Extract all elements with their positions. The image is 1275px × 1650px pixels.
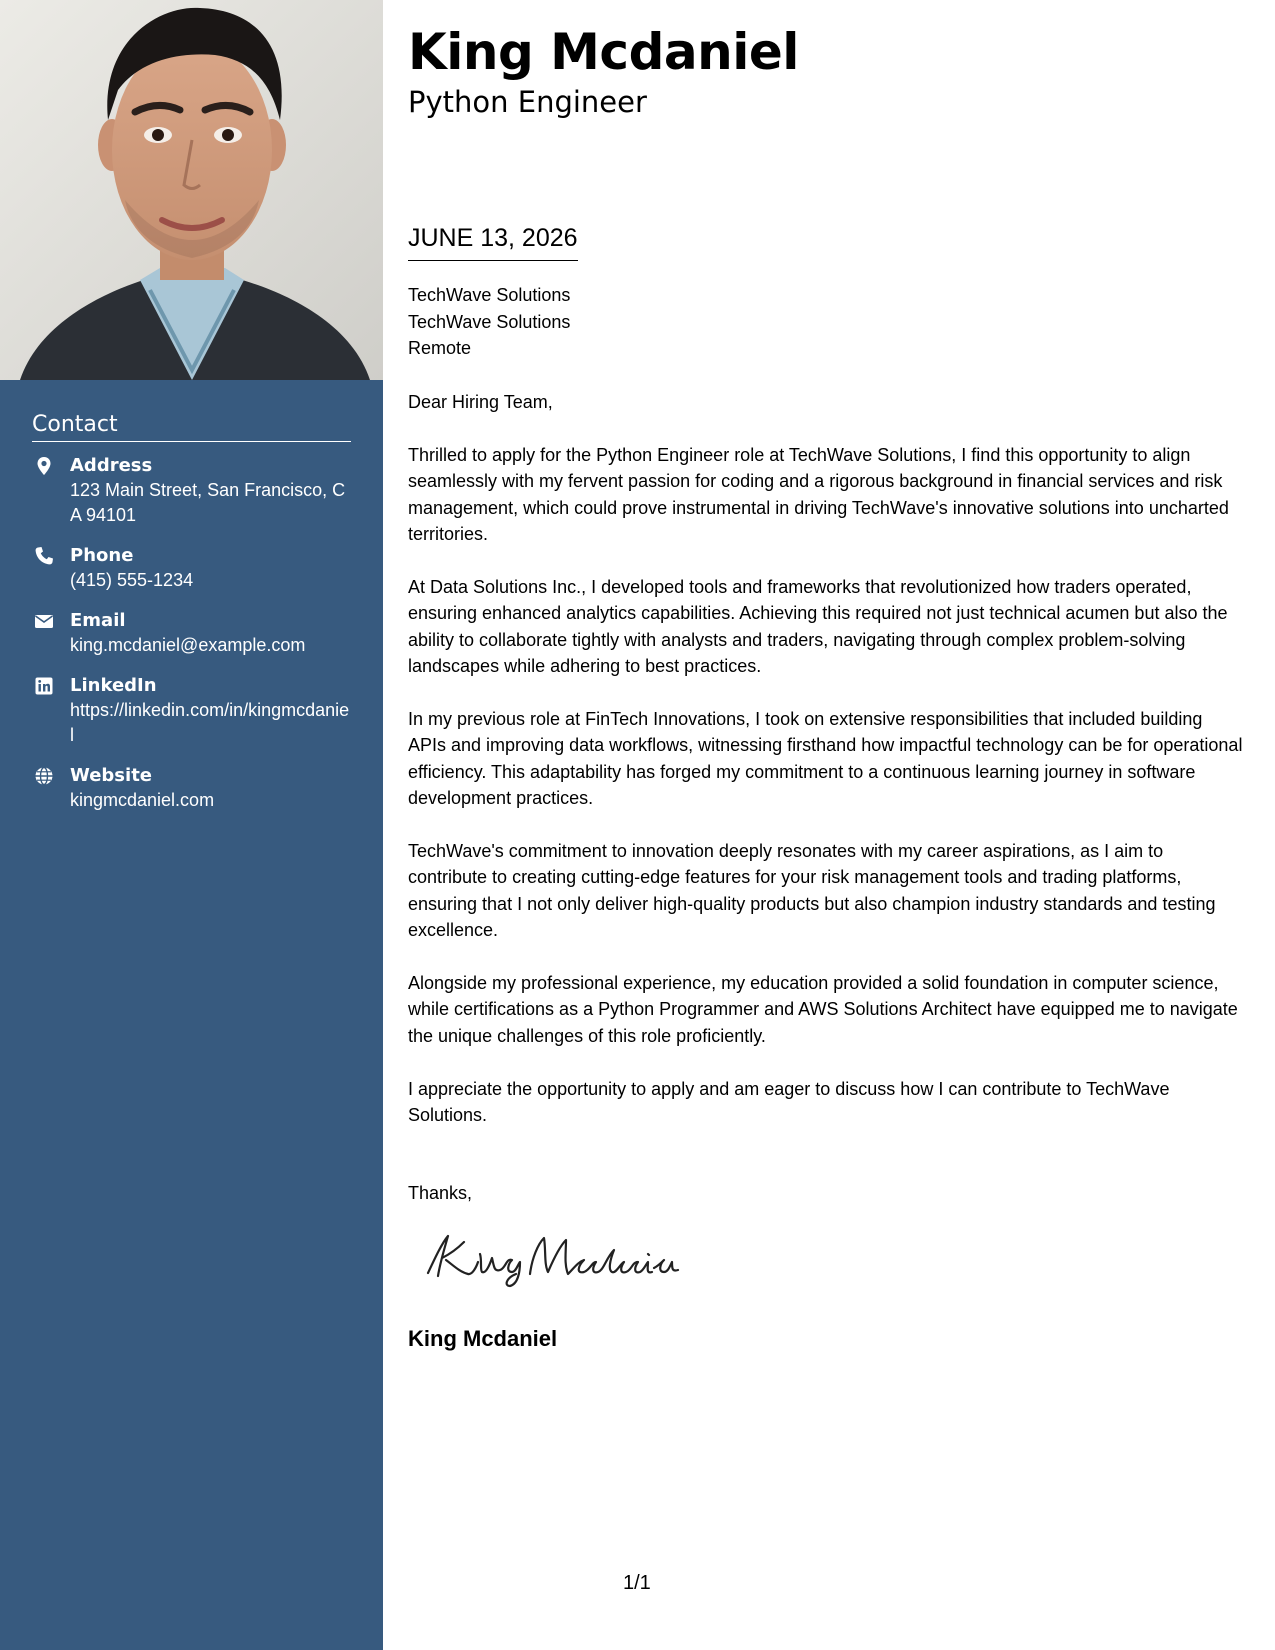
recipient-line: Remote [408, 338, 472, 358]
linkedin-label: LinkedIn [70, 675, 157, 696]
contact-address [32, 454, 351, 528]
linkedin-value[interactable]: https://linkedin.com/in/kingmcdaniel [70, 700, 350, 745]
address-label: Address [70, 455, 153, 476]
contact-email [32, 609, 351, 658]
profile-photo [0, 0, 383, 380]
contact-section [32, 412, 351, 829]
website-value[interactable]: kingmcdaniel.com [70, 790, 215, 810]
contact-website [32, 764, 351, 813]
page-number: 1/1 [623, 1572, 651, 1594]
body-paragraph: I appreciate the opportunity to apply and am eager to discuss how I can contribute to TechWave Solutions. [408, 1078, 1170, 1126]
body-paragraph: In my previous role at FinTech Innovations, I took on extensive responsibilities that included building APIs and improving data workflows, witnessing firsthand how impactful technology can be for operational efficiency. This adaptability has forged my commitment to a continuous learning journey in software development practices. [408, 709, 1243, 809]
sidebar [0, 0, 383, 1650]
globe-icon [34, 766, 54, 786]
recipient-block [408, 282, 570, 362]
signer-name: King Mcdaniel [408, 1326, 558, 1351]
body-paragraph: Thrilled to apply for the Python Engineer role at TechWave Solutions, I find this opportunity to align seamlessly with my fervent passion for coding and a rigorous background in financial services and risk management, which could prove instrumental in driving TechWave's innovative solutions into uncharted territories. [408, 445, 1229, 545]
closing: Thanks, [408, 1183, 473, 1203]
phone-icon [34, 546, 54, 566]
salutation: Dear Hiring Team, [408, 392, 553, 412]
handwritten-signature [420, 1228, 680, 1288]
phone-value[interactable]: (415) 555-1234 [70, 570, 194, 590]
envelope-icon [34, 611, 54, 631]
letter-date: JUNE 13, 2026 [408, 222, 578, 261]
recipient-line: TechWave Solutions [408, 285, 571, 305]
linkedin-icon [34, 676, 54, 696]
phone-label: Phone [70, 545, 134, 566]
address-value: 123 Main Street, San Francisco, CA 94101 [70, 480, 346, 525]
recipient-line: TechWave Solutions [408, 311, 571, 332]
website-label: Website [70, 765, 153, 786]
contact-phone [32, 544, 351, 593]
body-paragraph: At Data Solutions Inc., I developed tools and frameworks that revolutionized how traders operated, ensuring enhanced analytics capabilities. Achieving this required not just technical acumen but also the ability to collaborate tightly with analysts and traders, navigating through complex problem-solving landscapes while adhering to best practices. [408, 577, 1228, 677]
map-pin-icon [34, 456, 54, 476]
contact-linkedin [32, 674, 351, 748]
applicant-title: Python Engineer [408, 85, 647, 119]
body-paragraph: TechWave's commitment to innovation deeply resonates with my career aspirations, as I aim to contribute to creating cutting-edge features for your risk management tools and trading platforms, ensuring that I not only deliver high-quality products but also champion industry standards and testing excellence. [408, 841, 1216, 941]
applicant-name: King Mcdaniel [408, 23, 799, 81]
email-label: Email [70, 610, 126, 631]
body-paragraph: Alongside my professional experience, my education provided a solid foundation in computer science, while certifications as a Python Programmer and AWS Solutions Architect have equipped me to navigate the unique challenges of this role proficiently. [408, 973, 1238, 1046]
contact-heading: Contact [32, 412, 351, 442]
email-value[interactable]: king.mcdaniel@example.com [70, 635, 306, 655]
letter-body [408, 442, 1244, 1155]
